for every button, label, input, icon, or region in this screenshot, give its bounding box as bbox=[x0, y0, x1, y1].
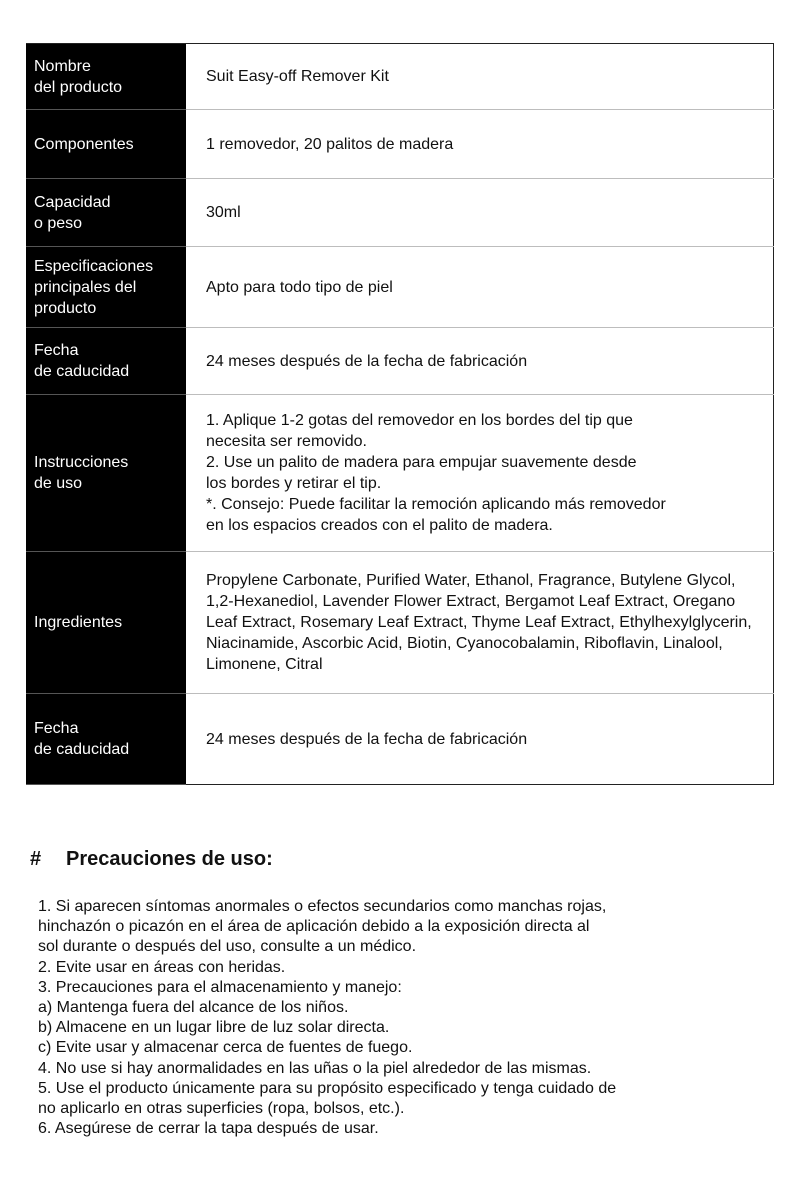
spec-row-expiry-2 bbox=[26, 694, 774, 785]
spec-value: 30ml bbox=[186, 179, 774, 247]
spec-value: Propylene Carbonate, Purified Water, Ethanol, Fragrance, Butylene Glycol, 1,2-Hexanediol, Lavender Flower Extract, Bergamot Leaf Extract, Oregano Leaf Extract, Rosemary Leaf Extract, Thyme Leaf Extract, Ethylhexylglycerin, Niacinamide, Ascorbic Acid, Biotin, Cyanocobalamin, Riboflavin, Linalool, Limonene, Citral bbox=[186, 552, 774, 694]
spec-row-product-name bbox=[26, 44, 774, 110]
spec-label: Ingredientes bbox=[26, 552, 186, 694]
precautions-list: 1. Si aparecen síntomas anormales o efectos secundarios como manchas rojas, hinchazón o picazón en el área de aplicación debido a la exposición directa al sol durante o después del uso, consulte a un médico. 2. Evite usar en áreas con heridas. 3. Precauciones para el almacenamiento y manejo: a) Mantenga fuera del alcance de los niños. b) Almacene en un lugar libre de luz solar directa. c) Evite usar y almacenar cerca de fuentes de fuego. 4. No use si hay anormalidades en las uñas o la piel alrededor de las mismas. 5. Use el producto únicamente para su propósito especificado y tenga cuidado de no aplicarlo en otras superficies (ropa, bolsos, etc.). 6. Asegúrese de cerrar la tapa después de usar. bbox=[38, 898, 617, 1138]
precautions-heading bbox=[30, 848, 273, 871]
spec-value: Suit Easy-off Remover Kit bbox=[186, 44, 774, 110]
spec-row-instructions bbox=[26, 395, 774, 552]
spec-row-ingredients bbox=[26, 552, 774, 694]
spec-label: Instrucciones de uso bbox=[26, 395, 186, 552]
spec-label: Componentes bbox=[26, 110, 186, 179]
spec-label: Fecha de caducidad bbox=[26, 694, 186, 785]
spec-label: Fecha de caducidad bbox=[26, 328, 186, 395]
spec-label: Especificaciones principales del producto bbox=[26, 247, 186, 328]
spec-value: 24 meses después de la fecha de fabricación bbox=[186, 328, 774, 395]
spec-label: Capacidad o peso bbox=[26, 179, 186, 247]
spec-row-components bbox=[26, 110, 774, 179]
spec-value: 1 removedor, 20 palitos de madera bbox=[186, 110, 774, 179]
spec-value: 24 meses después de la fecha de fabricación bbox=[186, 694, 774, 785]
spec-row-specifications bbox=[26, 247, 774, 328]
spec-value: 1. Aplique 1-2 gotas del removedor en los bordes del tip que necesita ser removido. 2. Use un palito de madera para empujar suavemente desde los bordes y retirar el tip. *. Consejo: Puede facilitar la remoción aplicando más removedor en los espacios creados con el palito de madera. bbox=[186, 395, 774, 552]
product-spec-table bbox=[26, 43, 774, 785]
precautions-title: Precauciones de uso: bbox=[66, 848, 273, 870]
hash-mark: # bbox=[30, 848, 42, 870]
spec-row-expiry bbox=[26, 328, 774, 395]
spec-label: Nombre del producto bbox=[26, 44, 186, 110]
spec-value: Apto para todo tipo de piel bbox=[186, 247, 774, 328]
spec-row-capacity bbox=[26, 179, 774, 247]
